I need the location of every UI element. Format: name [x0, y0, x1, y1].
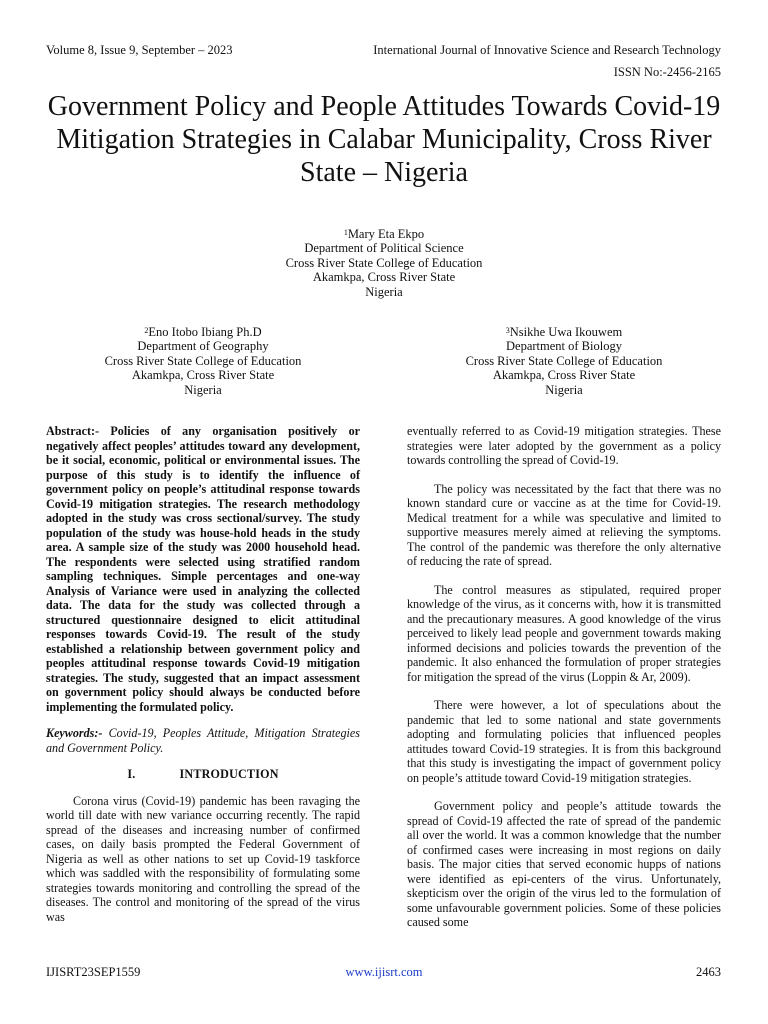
- section-heading: [46, 767, 360, 782]
- right-paragraph-5: Government policy and people’s attitude towards the spread of Covid-19 affected the rate of spread of the pandemic all over the world. It was a common knowledge that the number of confirmed cases were increasing in most regions on daily basis. The major cities that served economic hupps of nations were identified as epi-centers of the virus. Unfortunately, skepticism over the origin of the virus led to the formulation of some unfavourable government policies. Some of these policies caused some: [407, 799, 721, 929]
- author-3-dept: Department of Biology: [506, 339, 622, 354]
- author-3-country: Nigeria: [545, 382, 583, 397]
- section-title: INTRODUCTION: [179, 767, 279, 781]
- author-3: [414, 325, 714, 397]
- author-2-country: Nigeria: [184, 382, 222, 397]
- author-3-name: Nsikhe Uwa Ikouwem: [509, 325, 623, 339]
- author-2: [53, 325, 353, 397]
- journal-url[interactable]: www.ijisrt.com: [345, 965, 423, 979]
- issn: ISSN No:-2456-2165: [613, 65, 721, 79]
- author-1-dept: Department of Political Science: [304, 241, 464, 256]
- article-id: IJISRT23SEP1559: [46, 965, 141, 979]
- intro-paragraph-1: Corona virus (Covid-19) pandemic has been ravaging the world till date with new variance occurring recently. The rapid spread of the diseases and increasing number of confirmed cases, on daily basis prompted the Federal Government of Nigeria as well as other nations to set up Covid-19 taskforce which was saddled with the responsibility of formulating some strategies towards monitoring and controlling the spread of the diseases. The control and monitoring of the spread of the virus was: [46, 793, 360, 924]
- right-paragraph-1: eventually referred to as Covid-19 mitigation strategies. These strategies were later adopted by the government as a policy towards controlling the spread of Covid-19.: [407, 424, 721, 467]
- author-1: [234, 227, 534, 299]
- page-number: 2463: [696, 965, 721, 979]
- author-2-place: Akamkpa, Cross River State: [131, 368, 275, 383]
- abstract: Abstract:- Policies of any organisation positively or negatively affect peoples’ attitudes toward any development, be it social, economic, political or environmental issues. The purpose of this study is to identify the influence of government policy on people’s attitudinal response towards Covid-19 mitigation strategies. The research methodology adopted in the study was cross sectional/survey. The study population of the study was house-hold heads in the study area. A sample size of the study was 2000 household head. The respondents were selected using stratified random sampling techniques. Simple percentages and one-way Analysis of Variance were used in analyzing the collected data. The data for the study was collected through a structured questionnaire designed to elicit attitudinal responses towards Covid-19. The result of the study established a relationship between government policy and peoples attitudinal response towards Covid-19 mitigation strategies. The study, suggested that an impact assessment on government policy should always be conducted before implementing the formulated policy.: [46, 424, 360, 714]
- author-1-inst: Cross River State College of Education: [285, 255, 483, 270]
- author-1-sup: 1: [343, 228, 348, 237]
- keywords: [46, 726, 360, 755]
- journal-name: International Journal of Innovative Science and Research Technology: [373, 43, 721, 57]
- keywords-text: Covid-19, Peoples Attitude, Mitigation Strategies and Government Policy.: [46, 726, 360, 755]
- right-paragraph-2: The policy was necessitated by the fact that there was no known standard cure or vaccine as at the time for Covid-19. Medical treatment for a while was speculative and limited to supportive measures merely aimed at relieving the symptoms. The control of the pandemic was therefore the only alternative of reducing the rate of spread.: [407, 481, 721, 568]
- author-3-place: Akamkpa, Cross River State: [492, 368, 636, 383]
- author-2-sup: 2: [144, 326, 149, 335]
- author-1-place: Akamkpa, Cross River State: [312, 270, 456, 285]
- keywords-label: Keywords:-: [46, 726, 103, 740]
- author-1-country: Nigeria: [365, 284, 403, 299]
- right-paragraph-4: There were however, a lot of speculations about the pandemic that led to some national and state governments adopting and formulating policies that influenced peoples attitudes toward Covid-19 strategies. It is from this background that this study is investigating the impact of government policy on people’s attitude toward Covid-19 mitigation strategies.: [407, 698, 721, 785]
- right-paragraph-3: The control measures as stipulated, required proper knowledge of the virus, as it concerns with, how it is transmitted and the precautionary measures. A good knowledge of the virus perceived to likely lead people and government towards making informed decisions and policies towards the prevention of the pandemic. It also enhanced the formulation of proper strategies for mitigation the spread of the virus (Loppin & Ar, 2009).: [407, 582, 721, 684]
- paper-title: Government Policy and People Attitudes Towards Covid-19 Mitigation Strategies in Calabar Municipality, Cross River State – Nigeria: [47, 91, 721, 188]
- volume-info: Volume 8, Issue 9, September – 2023: [46, 43, 233, 57]
- left-column: [46, 424, 360, 924]
- author-3-sup: 3: [505, 326, 510, 335]
- author-1-name: Mary Eta Ekpo: [347, 227, 425, 241]
- author-2-name: Eno Itobo Ibiang Ph.D: [148, 325, 262, 339]
- author-2-inst: Cross River State College of Education: [104, 353, 302, 368]
- author-2-dept: Department of Geography: [137, 339, 269, 354]
- section-number: I.: [127, 767, 136, 781]
- author-3-inst: Cross River State College of Education: [465, 353, 663, 368]
- right-column: [407, 424, 721, 930]
